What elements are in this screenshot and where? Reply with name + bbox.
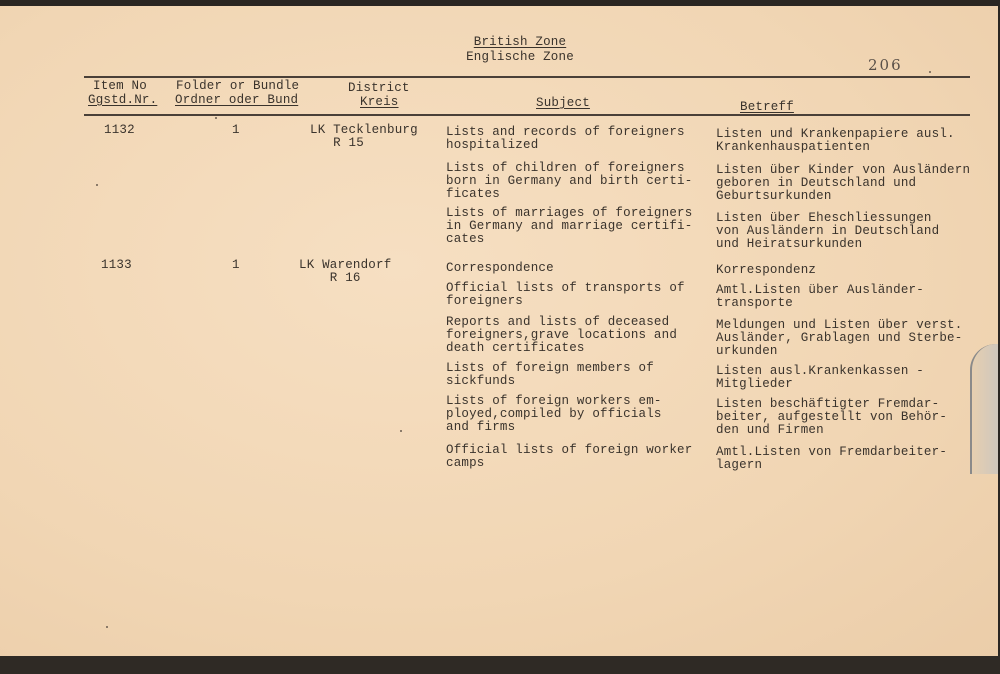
col-district-de: Kreis bbox=[360, 95, 399, 109]
folder-number: 1 bbox=[232, 123, 240, 137]
page-mark bbox=[929, 71, 931, 73]
paper-speck bbox=[400, 430, 402, 432]
betreff-text: Korrespondenz bbox=[716, 263, 817, 277]
scan-edge bbox=[0, 656, 1000, 674]
betreff-text: Listen ausl.Krankenkassen - Mitglieder bbox=[716, 364, 924, 391]
betreff-text: Listen und Krankenpapiere ausl. Krankenhauspatienten bbox=[716, 127, 955, 154]
betreff-text: Meldungen und Listen über verst. Ausländer, Grablagen und Sterbe- urkunden bbox=[716, 318, 963, 358]
col-subject: Subject bbox=[536, 96, 590, 110]
paper-speck bbox=[106, 626, 108, 628]
subject-text: Official lists of foreign worker camps bbox=[446, 443, 693, 470]
subject-text: Official lists of transports of foreigners bbox=[446, 281, 685, 308]
betreff-text: Listen beschäftigter Fremdar- beiter, aufgestellt von Behör- den und Firmen bbox=[716, 397, 948, 437]
col-folder-en: Folder or Bundle bbox=[176, 79, 300, 93]
col-betreff: Betreff bbox=[740, 100, 794, 114]
col-item-de: Ggstd.Nr. bbox=[88, 93, 158, 107]
col-item-en: Item No bbox=[93, 79, 147, 93]
subject-text: Lists of foreign members of sickfunds bbox=[446, 361, 654, 388]
folder-number: 1 bbox=[232, 258, 240, 272]
betreff-text: Listen über Eheschliessungen von Ausländern in Deutschland und Heiratsurkunden bbox=[716, 211, 940, 251]
subject-text: Correspondence bbox=[446, 261, 554, 275]
subject-text: Lists and records of foreigners hospitalized bbox=[446, 125, 685, 152]
item-number: 1133 bbox=[101, 258, 132, 272]
subject-text: Lists of marriages of foreigners in Germany and marriage certifi- cates bbox=[446, 206, 693, 246]
betreff-text: Listen über Kinder von Ausländern geboren in Deutschland und Geburtsurkunden bbox=[716, 163, 971, 203]
item-number: 1132 bbox=[104, 123, 135, 137]
col-folder-de: Ordner oder Bund bbox=[175, 93, 299, 107]
subject-text: Lists of foreign workers em- ployed,compiled by officials and firms bbox=[446, 394, 662, 434]
district-name: LK Warendorf R 16 bbox=[299, 258, 392, 285]
zone-title-de: Englische Zone bbox=[466, 50, 574, 64]
paper-speck bbox=[215, 117, 217, 119]
page-number: 206 bbox=[868, 56, 903, 74]
subject-text: Reports and lists of deceased foreigners,grave locations and death certificates bbox=[446, 315, 678, 355]
paper-speck bbox=[96, 184, 98, 186]
district-name: LK Tecklenburg R 15 bbox=[310, 123, 418, 150]
col-district-en: District bbox=[348, 81, 410, 95]
subject-text: Lists of children of foreigners born in Germany and birth certi- ficates bbox=[446, 161, 693, 201]
betreff-text: Amtl.Listen über Ausländer- transporte bbox=[716, 283, 924, 310]
header-bottom-rule bbox=[84, 114, 970, 116]
header-top-rule bbox=[84, 76, 970, 78]
betreff-text: Amtl.Listen von Fremdarbeiter- lagern bbox=[716, 445, 948, 472]
document-page bbox=[0, 6, 998, 656]
page-curl bbox=[970, 344, 998, 474]
zone-title-en: British Zone bbox=[473, 35, 567, 49]
